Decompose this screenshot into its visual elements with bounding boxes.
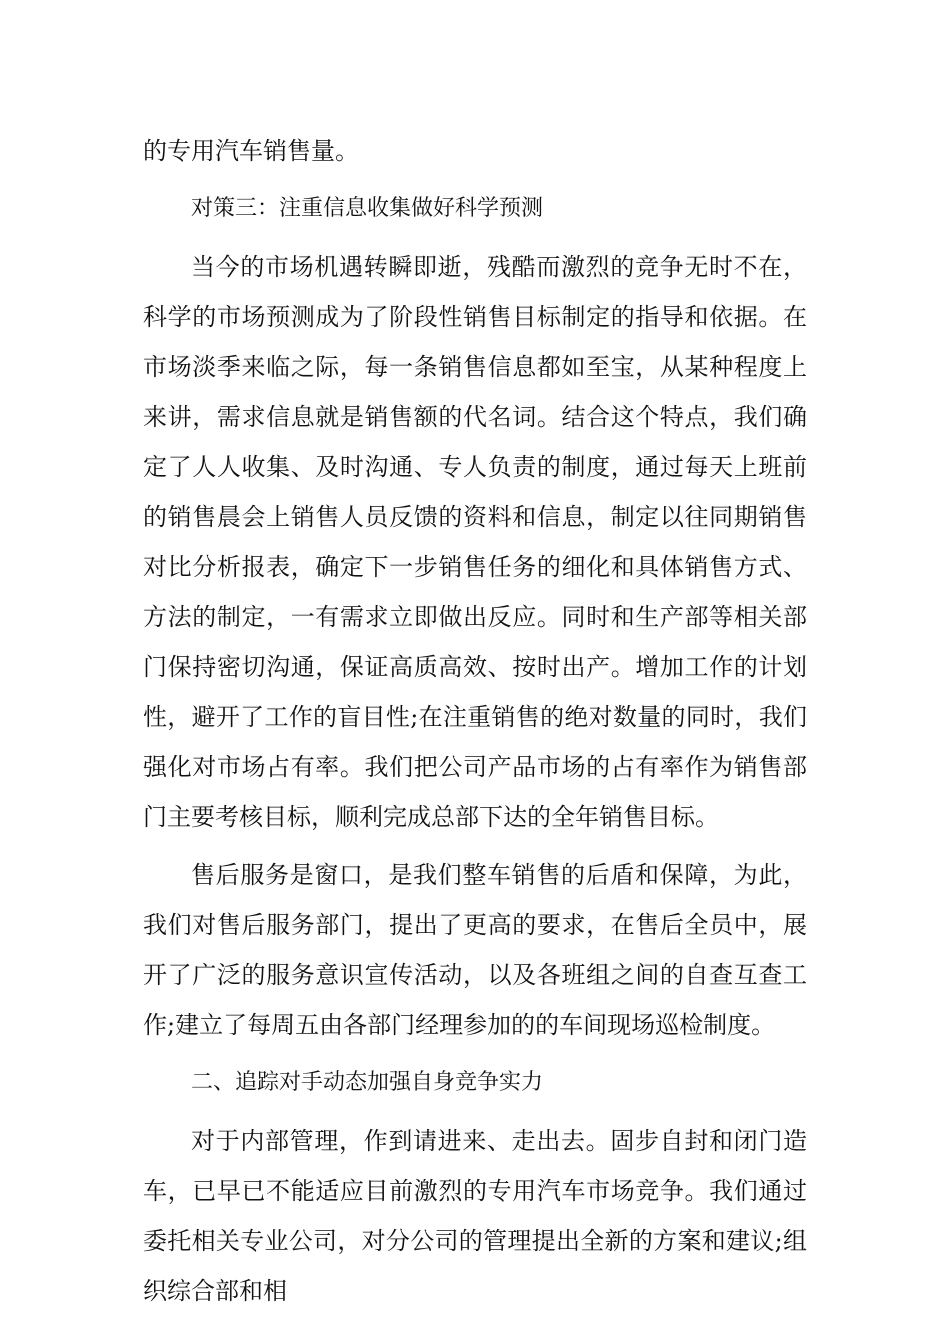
paragraph-after-sales-service: 售后服务是窗口，是我们整车销售的后盾和保障，为此，我们对售后服务部门，提出了更高的要求，在售后全员中，展开了广泛的服务意识宣传活动，以及各班组之间的自查互查工作;建立了每周五由各部门经理参加的的车间现场巡检制度。 xyxy=(143,861,807,1039)
paragraph-internal-management: 对于内部管理，作到请进来、走出去。固步自封和闭门造车，已早已不能适应目前激烈的专用汽车市场竞争。我们通过委托相关专业公司，对分公司的管理提出全新的方案和建议;组织综合部和相 xyxy=(143,1127,807,1305)
section-heading-track-competitors: 二、追踪对手动态加强自身竞争实力 xyxy=(191,1070,544,1095)
document-body xyxy=(143,126,807,1316)
section-heading-strategy-three: 对策三：注重信息收集做好科学预测 xyxy=(191,196,544,221)
paragraph-market-forecast: 当今的市场机遇转瞬即逝，残酷而激烈的竞争无时不在，科学的市场预测成为了阶段性销售目标制定的指导和依据。在市场淡季来临之际，每一条销售信息都如至宝，从某种程度上来讲，需求信息就是销售额的代名词。结合这个特点，我们确定了人人收集、及时沟通、专人负责的制度，通过每天上班前的销售晨会上销售人员反馈的资料和信息，制定以往同期销售对比分析报表，确定下一步销售任务的细化和具体销售方式、方法的制定，一有需求立即做出反应。同时和生产部等相关部门保持密切沟通，保证高质高效、按时出产。增加工作的计划性，避开了工作的盲目性;在注重销售的绝对数量的同时，我们强化对市场占有率。我们把公司产品市场的占有率作为销售部门主要考核目标，顺利完成总部下达的全年销售目标。 xyxy=(143,253,807,831)
paragraph-continuation: 的专用汽车销售量。 xyxy=(143,137,359,165)
